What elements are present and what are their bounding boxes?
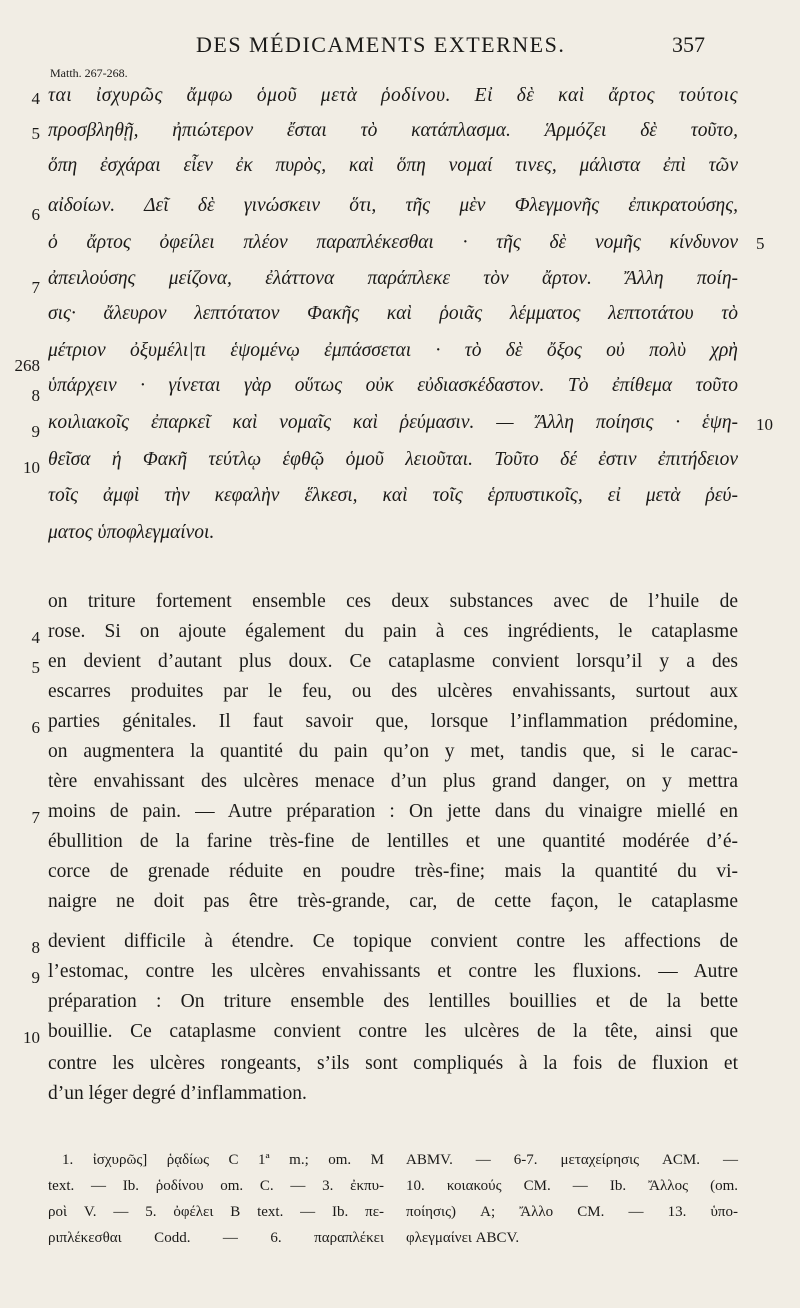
note-line: text. — Ib. ῥοδίνου om. C. — 3. ἐκπυ- — [48, 1178, 384, 1194]
right-margin-number: 10 — [756, 415, 773, 434]
greek-line-text: ματος ὑποφλεγμαίνοι. — [48, 522, 215, 543]
french-line-text: préparation : On triture ensemble des lentilles bouillies et de la bette — [48, 991, 738, 1012]
line-number: 7 — [31, 278, 40, 297]
french-line-text: rose. Si on ajoute également du pain à ces ingrédients, le cataplasme — [48, 621, 738, 642]
french-line-text: escarres produites par le feu, ou des ulcères envahissants, surtout aux — [48, 681, 738, 702]
greek-line-text: προσβληθῇ, ἠπιώτερον ἔσται τὸ κατάπλασμα. Ἁρμόζει δὲ τοῦτο, — [48, 120, 738, 141]
french-line-text: l’estomac, contre les ulcères envahissants et contre les fluxions. — Autre — [48, 961, 738, 982]
french-line-text: ébullition de la farine très-fine de lentilles et une quantité modérée d’é- — [48, 831, 738, 852]
greek-line-text: μέτριον ὀξυμέλι|τι ἑψομένῳ ἐμπάσσεται · τὸ δὲ ὄξος οὐ πολὺ χρὴ — [48, 340, 738, 361]
greek-line-text: σις· ἄλευρον λεπτότατον Φακῆς καὶ ῥοιᾶς λέμματος λεπτοτάτου τὸ — [48, 303, 738, 324]
note-line: ριπλέκεσθαι Codd. — 6. παραπλέκει — [48, 1230, 384, 1246]
note-line: ποίησις) A; Ἄλλο CM. — 13. ὑπο- — [406, 1204, 738, 1220]
note-line: ροὶ V. — 5. ὀφέλει B text. — Ib. πε- — [48, 1204, 384, 1220]
french-line-text: corce de grenade réduite en poudre très-fine; mais la quantité du vi- — [48, 861, 738, 882]
french-line-text: bouillie. Ce cataplasme convient contre les ulcères de la tête, ainsi que — [48, 1021, 738, 1042]
greek-line-text: ὁ ἄρτος ὀφείλει πλέον παραπλέκεσθαι · τῆς δὲ νομῆς κίνδυνον — [48, 232, 738, 253]
greek-line-text: ὑπάρχειν · γίνεται γὰρ οὕτως οὐκ εὐδιασκέδαστον. Τὸ ἐπίθεμα τοῦτο — [48, 375, 738, 396]
note-line: 10. κοιακούς CM. — Ib. Ἄλλος (om. — [406, 1178, 738, 1194]
note-line: φλεγμαίνει ABCV. — [406, 1230, 520, 1246]
note-line: ABMV. — 6-7. μεταχείρησις ACM. — — [406, 1152, 738, 1168]
greek-line-text: ται ἰσχυρῶς ἄμφω ὁμοῦ μετὰ ῥοδίνου. Εἰ δὲ καὶ ἄρτος τούτοις — [48, 85, 738, 106]
french-line-text: en devient d’autant plus doux. Ce cataplasme convient lorsqu’il y a des — [48, 651, 738, 672]
line-number: 5 — [31, 124, 40, 143]
line-number: 6 — [31, 205, 40, 224]
line-number: 268 — [14, 356, 40, 375]
line-number: 6 — [31, 718, 40, 737]
french-line-text: on augmentera la quantité du pain qu’on y met, tandis que, si le carac- — [48, 741, 738, 762]
line-number: 7 — [31, 808, 40, 827]
greek-line-text: αἰδοίων. Δεῖ δὲ γινώσκειν ὅτι, τῆς μὲν Φλεγμονῆς ἐπικρατούσης, — [48, 195, 738, 216]
greek-line-text: ὅπη ἐσχάραι εἶεν ἐκ πυρὸς, καὶ ὅπη νομαί τινες, μάλιστα ἐπὶ τῶν — [48, 155, 738, 176]
french-line-text: on triture fortement ensemble ces deux substances avec de l’huile de — [48, 591, 738, 612]
line-number: 9 — [31, 422, 40, 441]
right-margin-number: 5 — [756, 234, 765, 253]
line-number: 9 — [31, 968, 40, 987]
french-line-text: d’un léger degré d’inflammation. — [48, 1083, 307, 1104]
line-number: 8 — [31, 938, 40, 957]
line-number: 5 — [31, 658, 40, 677]
french-line-text: parties génitales. Il faut savoir que, lorsque l’inflammation prédomine, — [48, 711, 738, 732]
line-number: 4 — [31, 628, 40, 647]
running-head — [0, 32, 800, 66]
greek-line-text: τοῖς ἀμφὶ τὴν κεφαλὴν ἕλκεσι, καὶ τοῖς ἑρπυστικοῖς, εἰ μετὰ ῥεύ- — [48, 485, 738, 506]
running-title: DES MÉDICAMENTS EXTERNES. — [196, 32, 566, 57]
line-number: 4 — [31, 89, 40, 108]
french-line-text: moins de pain. — Autre préparation : On jette dans du vinaigre miellé en — [48, 801, 738, 822]
line-number: 8 — [31, 386, 40, 405]
note-line: 1. ἰσχυρῶς] ῥᾳδίως C 1ª m.; om. M — [62, 1152, 384, 1168]
french-line-text: tère envahissant des ulcères menace d’un plus grand danger, on y mettra — [48, 771, 738, 792]
line-number: 10 — [23, 458, 40, 477]
page-number: 357 — [672, 32, 705, 57]
french-line-text: contre les ulcères rongeants, s’ils sont compliqués à la fois de fluxion et — [48, 1053, 738, 1074]
line-number: 10 — [23, 1028, 40, 1047]
french-line-text: naigre ne doit pas être très-grande, car, de cette façon, le cataplasme — [48, 891, 738, 912]
greek-line-text: κοιλιακοῖς ἐπαρκεῖ καὶ νομαῖς καὶ ῥεύμασιν. — Ἄλλη ποίησις · ἑψη- — [48, 412, 738, 433]
source-reference: Matth. 267-268. — [50, 66, 128, 80]
french-line-text: devient difficile à étendre. Ce topique convient contre les affections de — [48, 931, 738, 952]
greek-line-text: θεῖσα ἡ Φακῆ τεύτλῳ ἑφθῷ ὁμοῦ λειοῦται. Τοῦτο δέ ἐστιν ἐπιτήδειον — [48, 449, 738, 470]
greek-line-text: ἀπειλούσης μείζονα, ἐλάττονα παράπλεκε τὸν ἄρτον. Ἄλλη ποίη- — [48, 268, 738, 289]
